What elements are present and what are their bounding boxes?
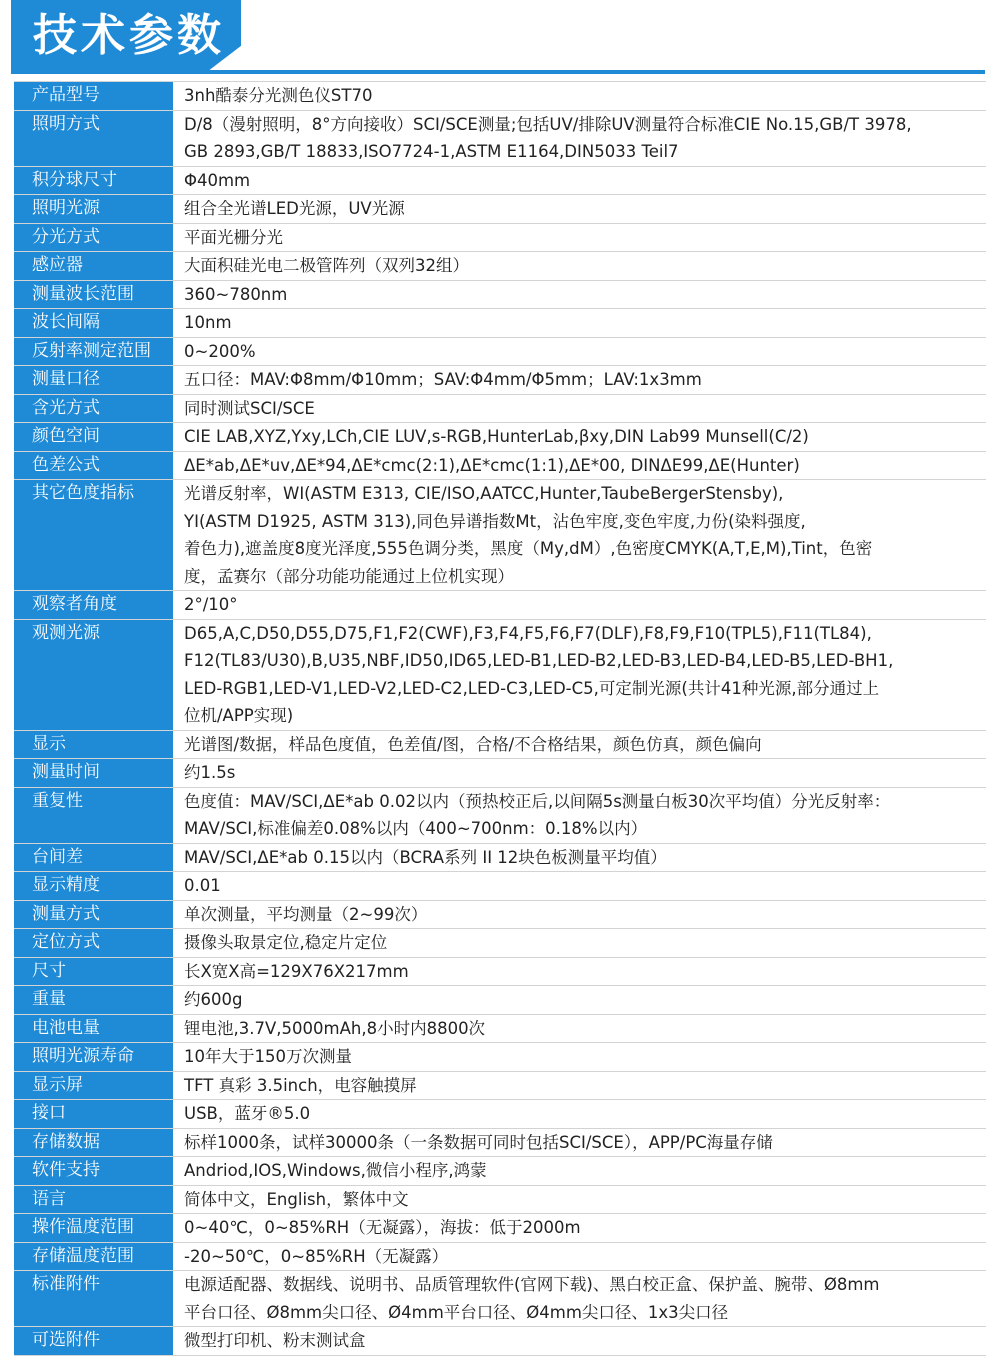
spec-value: 10年大于150万次测量 — [184, 1047, 352, 1066]
spec-value: D65,A,C,D50,D55,D75,F1,F2(CWF),F3,F4,F5,F6,F7(DLF),F8,F9,F10(TPL5),F11(TL84), F12(TL83/U30),B,U35,NBF,ID50,ID65,LED-B1,LED-B2,LED-B3,LED-B4,LED-B5,LED-BH1, LED-RGB1,LED-V1,LED-V2,LED-C2,LED-C3,LED-C5,可定制光源(共计41种光源,部分通过上 位机/APP实现) — [184, 623, 894, 725]
spec-label: 产品型号 — [14, 82, 174, 110]
spec-row — [14, 788, 986, 844]
spec-label: 存储温度范围 — [14, 1243, 174, 1271]
spec-row — [14, 901, 986, 930]
spec-label: 显示精度 — [14, 872, 174, 900]
spec-label: 软件支持 — [14, 1157, 174, 1185]
spec-value: USB，蓝牙®5.0 — [184, 1104, 311, 1123]
spec-label: 观测光源 — [14, 620, 174, 730]
spec-label: 测量方式 — [14, 901, 174, 929]
spec-row — [14, 111, 986, 167]
spec-value: 3nh酷泰分光测色仪ST70 — [184, 86, 373, 105]
spec-label: 含光方式 — [14, 395, 174, 423]
spec-value: 平面光栅分光 — [184, 227, 283, 247]
spec-row — [14, 252, 986, 281]
spec-label: 照明光源 — [14, 195, 174, 223]
spec-row — [14, 224, 986, 253]
spec-row — [14, 480, 986, 591]
spec-value: 单次测量，平均测量（2~99次） — [184, 904, 428, 924]
spec-row — [14, 195, 986, 224]
spec-value: TFT 真彩 3.5inch，电容触摸屏 — [184, 1075, 417, 1095]
spec-value: CIE LAB,XYZ,Yxy,LCh,CIE LUV,s-RGB,HunterLab,βxy,DIN Lab99 Munsell(C/2) — [184, 427, 809, 446]
spec-row — [14, 1271, 986, 1327]
spec-row — [14, 620, 986, 731]
spec-row — [14, 986, 986, 1015]
spec-value: 约600g — [184, 990, 243, 1009]
spec-label: 存储数据 — [14, 1129, 174, 1157]
header-rule — [11, 70, 985, 74]
spec-value: 摄像头取景定位,稳定片定位 — [184, 933, 388, 952]
spec-label: 可选附件 — [14, 1327, 174, 1355]
spec-value: 锂电池,3.7V,5000mAh,8小时内8800次 — [184, 1018, 486, 1038]
section-header — [0, 0, 1000, 74]
spec-row — [14, 844, 986, 873]
spec-row — [14, 591, 986, 620]
spec-row — [14, 1327, 986, 1356]
spec-label: 测量时间 — [14, 759, 174, 787]
spec-value: 2°/10° — [184, 595, 238, 614]
spec-value: 光谱图/数据，样品色度值，色差值/图，合格/不合格结果，颜色仿真，颜色偏向 — [184, 734, 762, 754]
spec-value: 同时测试SCI/SCE — [184, 398, 315, 418]
spec-row — [14, 731, 986, 760]
spec-value: Φ40mm — [184, 170, 251, 190]
spec-row — [14, 1214, 986, 1243]
spec-row — [14, 759, 986, 788]
spec-value: 大面积硅光电二极管阵列（双列32组） — [184, 256, 469, 275]
spec-label: 重量 — [14, 986, 174, 1014]
spec-row — [14, 1243, 986, 1272]
spec-label: 尺寸 — [14, 958, 174, 986]
spec-value: 标样1000条，试样30000条（一条数据可同时包括SCI/SCE），APP/PC海量存储 — [184, 1132, 773, 1152]
spec-value: 约1.5s — [184, 763, 236, 782]
spec-row — [14, 929, 986, 958]
spec-label: 接口 — [14, 1100, 174, 1128]
spec-row — [14, 1186, 986, 1215]
spec-label: 感应器 — [14, 252, 174, 280]
spec-row — [14, 395, 986, 424]
spec-value: 电源适配器、数据线、说明书、品质管理软件(官网下载)、黑白校正盒、保护盖、腕带、Ø8mm 平台口径、Ø8mm尖口径、Ø4mm平台口径、Ø4mm尖口径、1x3尖口径 — [184, 1275, 880, 1322]
spec-row — [14, 309, 986, 338]
spec-label: 反射率测定范围 — [14, 338, 174, 366]
spec-row — [14, 872, 986, 901]
spec-value: 长X宽X高=129X76X217mm — [184, 961, 409, 981]
spec-label: 分光方式 — [14, 224, 174, 252]
spec-value: 360~780nm — [184, 284, 288, 304]
spec-row — [14, 366, 986, 395]
spec-row — [14, 338, 986, 367]
spec-row — [14, 281, 986, 310]
spec-row — [14, 1157, 986, 1186]
spec-label: 操作温度范围 — [14, 1214, 174, 1242]
page-title: 技术参数 — [33, 10, 225, 61]
spec-value: -20~50℃，0~85%RH（无凝露） — [184, 1246, 449, 1266]
spec-label: 显示屏 — [14, 1072, 174, 1100]
spec-label: 积分球尺寸 — [14, 167, 174, 195]
spec-label: 颜色空间 — [14, 423, 174, 451]
spec-value: MAV/SCI,ΔE*ab 0.15以内（BCRA系列 II 12块色板测量平均值） — [184, 847, 667, 867]
spec-label: 台间差 — [14, 844, 174, 872]
spec-label: 其它色度指标 — [14, 480, 174, 590]
spec-label: 显示 — [14, 731, 174, 759]
spec-value: 光谱反射率，WI(ASTM E313, CIE/ISO,AATCC,Hunter,TaubeBergerStensby), YI(ASTM D1925, ASTM 313),同色异谱指数Mt，沾色牢度,变色牢度,力份(染料强度, 着色力),遮盖度8度光泽度,555色调分类，黑度（My,dM）,色密度CMYK(A,T,E,M),Tint，色密 度，孟赛尔（部分功能功能通过上位机实现） — [184, 484, 873, 586]
spec-label: 色差公式 — [14, 452, 174, 480]
spec-value: 简体中文，English，繁体中文 — [184, 1189, 409, 1209]
spec-row — [14, 423, 986, 452]
spec-label: 重复性 — [14, 788, 174, 843]
spec-value: ΔE*ab,ΔE*uv,ΔE*94,ΔE*cmc(2:1),ΔE*cmc(1:1),ΔE*00, DINΔE99,ΔE(Hunter) — [184, 455, 800, 475]
spec-value: 微型打印机、粉末测试盒 — [184, 1331, 366, 1350]
spec-label: 波长间隔 — [14, 309, 174, 337]
spec-value: Andriod,IOS,Windows,微信小程序,鸿蒙 — [184, 1161, 487, 1180]
spec-label: 语言 — [14, 1186, 174, 1214]
spec-value: 10nm — [184, 313, 232, 332]
spec-row — [14, 958, 986, 987]
spec-value: 0~40℃，0~85%RH（无凝露），海拔：低于2000m — [184, 1218, 581, 1237]
spec-value: 0~200% — [184, 341, 256, 361]
spec-label: 标准附件 — [14, 1271, 174, 1326]
spec-table — [14, 81, 986, 1356]
spec-row — [14, 1072, 986, 1101]
spec-row — [14, 452, 986, 481]
spec-label: 照明光源寿命 — [14, 1043, 174, 1071]
spec-label: 测量口径 — [14, 366, 174, 394]
spec-value: 0.01 — [184, 876, 221, 895]
spec-label: 照明方式 — [14, 111, 174, 166]
spec-value: 五口径：MAV:Φ8mm/Φ10mm；SAV:Φ4mm/Φ5mm；LAV:1x3mm — [184, 370, 702, 389]
spec-value: 组合全光谱LED光源，UV光源 — [184, 199, 405, 218]
spec-row — [14, 1100, 986, 1129]
spec-label: 测量波长范围 — [14, 281, 174, 309]
spec-label: 定位方式 — [14, 929, 174, 957]
spec-label: 观察者角度 — [14, 591, 174, 619]
spec-row — [14, 167, 986, 196]
spec-row — [14, 1015, 986, 1044]
spec-row — [14, 82, 986, 111]
spec-row — [14, 1129, 986, 1158]
spec-row — [14, 1043, 986, 1072]
spec-value: 色度值：MAV/SCI,ΔE*ab 0.02以内（预热校正后,以间隔5s测量白板30次平均值）分光反射率： MAV/SCI,标准偏差0.08%以内（400~700nm：0.18%以内） — [184, 791, 891, 838]
spec-value: D/8（漫射照明，8°方向接收）SCI/SCE测量;包括UV/排除UV测量符合标准CIE No.15,GB/T 3978, GB 2893,GB/T 18833,ISO7724-1,ASTM E1164,DIN5033 Teil7 — [184, 114, 912, 161]
spec-label: 电池电量 — [14, 1015, 174, 1043]
